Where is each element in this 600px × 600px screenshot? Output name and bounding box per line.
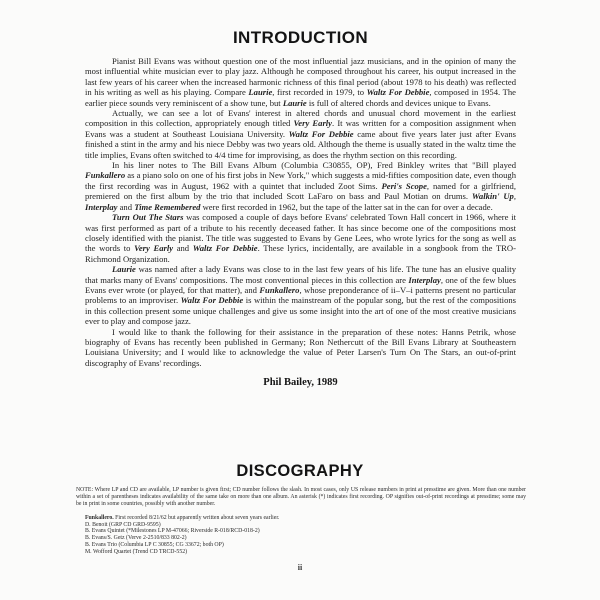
song-title: Peri's Scope bbox=[381, 180, 427, 191]
discography-entry bbox=[85, 549, 540, 556]
song-title: Turn Out The Stars bbox=[112, 212, 184, 223]
text-run: B. Evans/S. Getz (Verve 2-2510/833 802-2) bbox=[85, 535, 187, 542]
author-signature: Phil Bailey, 1989 bbox=[263, 377, 338, 389]
discography-section bbox=[0, 462, 600, 572]
song-title: Laurie bbox=[248, 87, 273, 98]
song-title: Waltz For Debbie bbox=[288, 128, 354, 139]
text-run: B. Evans Trio (Columbia LP C 30855; CG 33672; both OP) bbox=[85, 542, 224, 549]
song-title: Very Early bbox=[134, 243, 174, 254]
intro-paragraph bbox=[85, 212, 516, 264]
song-title: Interplay bbox=[85, 201, 118, 212]
text-run: and bbox=[173, 243, 193, 254]
text-run: M. Wofford Quartet (Trend CD TRCD-552) bbox=[85, 549, 188, 556]
discography-note: NOTE: Where LP and CD are available, LP number is given first; CD number follows the slash. In most cases, only US release numbers in print at presstime are given. More than one number within a set of parentheses indicates availability of the same take on more than one album. An asterisk (*) indicates first recording. OP signifies out-of-print recordings at presstime; some may be in print in some countries, possibly with another number. bbox=[76, 487, 526, 508]
text-run: was named after a lady Evans was close to in the last few years of his life. The tune has an elusive quality that marks many of Evans' compositions. The most conventional pieces in this collection are bbox=[85, 264, 516, 285]
text-run: was composed a couple of days before Evans' celebrated Town Hall concert in 1966, where it was first performed as part of a tribute to his recently deceased father. It has since become one of the compositions most closely identified with the pianist. The title was suggested to Evans by Gene Lees, who wrote lyrics for the song as well as the words to bbox=[85, 212, 516, 254]
text-run: as a piano solo on one of his first jobs in New York," which suggests a mid-fifties composition date, even though the first recording was in August, 1962 with a quintet that included Zoot Sims. bbox=[85, 170, 516, 191]
text-run: , whose preponderance of ii–V–i patterns present no particular problems to an improviser. bbox=[85, 284, 517, 306]
song-title: Waltz For Debbie bbox=[192, 243, 258, 254]
intro-paragraph bbox=[85, 108, 516, 160]
text-run: , first recorded in 1979, to bbox=[272, 87, 367, 98]
text-run: First recorded 8/21/62 but apparently written about seven years earlier. bbox=[113, 514, 280, 521]
song-title: Laurie bbox=[282, 97, 307, 108]
text-run: , bbox=[513, 191, 516, 202]
song-title: Funkallero bbox=[259, 284, 300, 295]
text-run: Pianist Bill Evans was without question one of the most influential jazz musicians, and in the opinion of many the most influential white musician ever to play jazz. Although he composed throughout his career, his output increased in the last few years of his career when the increased harmonic richness of this final period (about 1978 to his death) was reflected in his writing as well as his playing. Compare bbox=[85, 56, 516, 98]
text-run: and bbox=[117, 201, 135, 212]
song-title: Walkin' Up bbox=[471, 191, 514, 202]
introduction-section bbox=[85, 28, 516, 388]
text-run: . It was written for a composition assignment when Evans was a student at Southeast Louisiana University. bbox=[85, 118, 517, 139]
intro-paragraph bbox=[85, 160, 516, 212]
text-run: . These lyrics, incidentally, are available in a songbook from the TRO-Richmond Organization. bbox=[85, 243, 516, 264]
text-run: were first recorded in 1962, but the tape of the latter sat in the can for over a decade. bbox=[200, 201, 493, 212]
song-title: Funkallero bbox=[85, 170, 126, 181]
text-run: Actually, we can see a lot of Evans' interest in altered chords and unusual chord movement in the earliest composition in this collection, appropriately enough titled bbox=[85, 108, 516, 129]
song-title: Waltz For Debbie bbox=[366, 87, 430, 98]
introduction-body bbox=[85, 56, 516, 368]
discography-title: DISCOGRAPHY bbox=[236, 462, 364, 480]
discography-entries bbox=[85, 515, 540, 556]
intro-paragraph bbox=[85, 327, 516, 369]
text-run: I would like to thank the following for their assistance in the preparation of these notes: Hanns Petrik, whose biography of Evans has recently been published in Germany; Ron Nethercutt of the Bill Evans Library at Southeastern Louisiana University; and I would like to acknowledge the value of Peter Larsen's Turn On The Stars, an out-of-print discography of Evans' recordings. bbox=[85, 326, 516, 368]
introduction-title: INTRODUCTION bbox=[232, 28, 369, 47]
song-title: Very Early bbox=[293, 118, 333, 129]
text-run: B. Evans Quintet (*Milestones LP M-47066; Riverside R-018/RCD-018-2) bbox=[85, 528, 260, 535]
text-run: came about five years later just after Evans finished a stint in the army and his niece Debby was two years old. Although the theme is usually stated in the waltz time the title implies, Evans often switched to 4/4 time for improvising, as does the rhythm section on this recording. bbox=[85, 128, 517, 160]
intro-paragraph bbox=[85, 56, 516, 108]
text-run: In his liner notes to The Bill Evans Album (Columbia C30855, OP), Fred Binkley writes that "Bill played bbox=[112, 160, 516, 171]
text-run: is within the mainstream of the popular song, but the rest of the compositions in this collection present some unique challenges and give us some insight into the art of one of the most creative musicians ever to play and compose jazz. bbox=[85, 295, 517, 327]
text-run: , one of the few blues Evans ever wrote (or played, for that matter), and bbox=[85, 274, 516, 295]
text-run: , composed in 1954. The earlier piece sounds very reminiscent of a show tune, but bbox=[85, 87, 516, 108]
song-title: Interplay bbox=[408, 274, 441, 285]
text-run: , named for a girlfriend, premiered on the first album by the trio that included Scott LaFaro on bass and Paul Motian on drums. bbox=[85, 180, 516, 202]
text-run: Funkallero. bbox=[85, 514, 114, 521]
intro-paragraph bbox=[85, 264, 516, 326]
song-title: Waltz For Debbie bbox=[180, 295, 244, 306]
text-run: D. Benoit (GRP CD GRD-9595) bbox=[85, 521, 161, 528]
text-run: is full of altered chords and devices unique to Evans. bbox=[306, 97, 491, 108]
page-number: ii bbox=[297, 563, 303, 573]
song-title: Time Remembered bbox=[134, 201, 201, 212]
discography-entry bbox=[85, 515, 540, 522]
song-title: Laurie bbox=[112, 264, 136, 275]
